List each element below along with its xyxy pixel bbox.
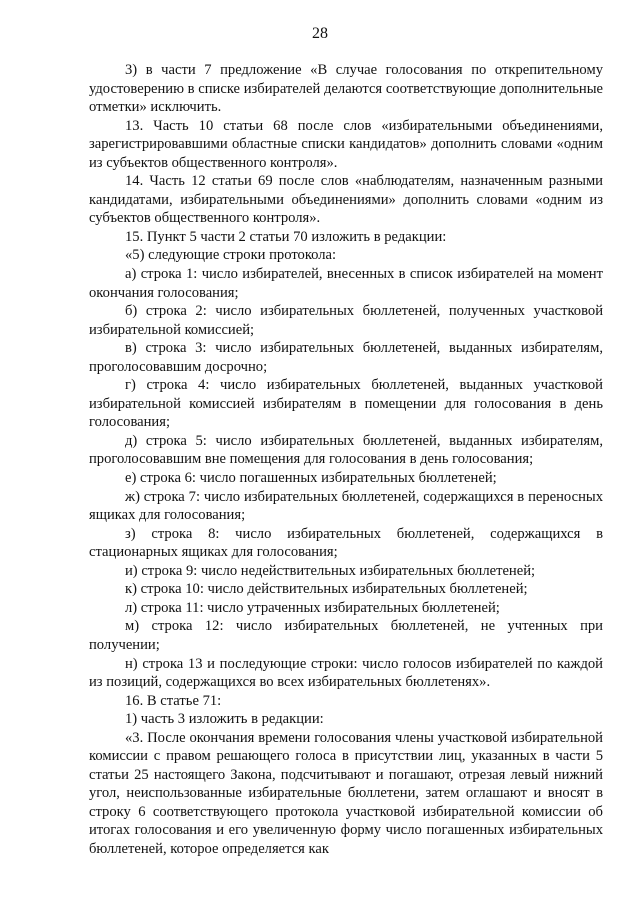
paragraph: е) строка 6: число погашенных избирательных бюллетеней; [125,470,497,487]
paragraph: 16. В статье 71: [125,692,222,709]
paragraph: г) строка 4: число избирательных бюллетеней, выданных участковой избирательной комиссией избирателям в помещении для голосования в день голосования; [89,377,603,431]
paragraph: ж) строка 7: число избирательных бюллетеней, содержащихся в переносных ящиках для голосования; [89,488,603,524]
paragraph: д) строка 5: число избирательных бюллетеней, выданных избирателям, проголосовавшим вне помещения для голосования в день голосования; [89,432,603,468]
paragraph: 3) в части 7 предложение «В случае голосования по открепительному удостоверению в списке избирателей делаются соответствующие дополнительные отметки» исключить. [89,62,603,116]
document-body [89,61,603,859]
paragraph: 13. Часть 10 статьи 68 после слов «избирательными объединениями, зарегистрировавшими областные списки кандидатов» дополнить словами «одним из субъектов общественного контроля». [89,117,603,171]
paragraph: «3. После окончания времени голосования члены участковой избирательной комиссии с правом решающего голоса в присутствии лиц, указанных в части 5 статьи 25 настоящего Закона, подсчитывают и погашают, отрезая левый нижний угол, неиспользованные избирательные бюллетени, затем оглашают и вносят в строку 6 соответствующего протокола участковой избирательной комиссии об итогах голосования и его увеличенную форму число погашенных избирательных бюллетеней, которое определяется как [89,729,603,857]
paragraph: н) строка 13 и последующие строки: число голосов избирателей по каждой из позиций, содержащихся во всех избирательных бюллетенях». [89,655,603,691]
paragraph: б) строка 2: число избирательных бюллетеней, полученных участковой избирательной комиссией; [89,303,603,338]
paragraph: и) строка 9: число недействительных избирательных бюллетеней; [125,562,536,579]
paragraph: 1) часть 3 изложить в редакции: [125,711,324,728]
paragraph: з) строка 8: число избирательных бюллетеней, содержащихся в стационарных ящиках для голосования; [89,525,603,561]
paragraph: в) строка 3: число избирательных бюллетеней, выданных избирателям, проголосовавшим досрочно; [89,340,603,375]
paragraph: м) строка 12: число избирательных бюллетеней, не учтенных при получении; [89,618,603,653]
page-number: 28 [312,25,328,42]
paragraph: к) строка 10: число действительных избирательных бюллетеней; [125,581,528,598]
paragraph: л) строка 11: число утраченных избирательных бюллетеней; [125,599,500,616]
paragraph: а) строка 1: число избирателей, внесенных в список избирателей на момент окончания голосования; [89,266,603,301]
paragraph: 14. Часть 12 статьи 69 после слов «наблюдателям, назначенным разными кандидатами, избирательными объединениями» дополнить словами «одним из субъектов общественного контроля». [89,173,603,227]
paragraph: 15. Пункт 5 части 2 статьи 70 изложить в редакции: [125,228,447,245]
paragraph: «5) следующие строки протокола: [125,247,337,264]
